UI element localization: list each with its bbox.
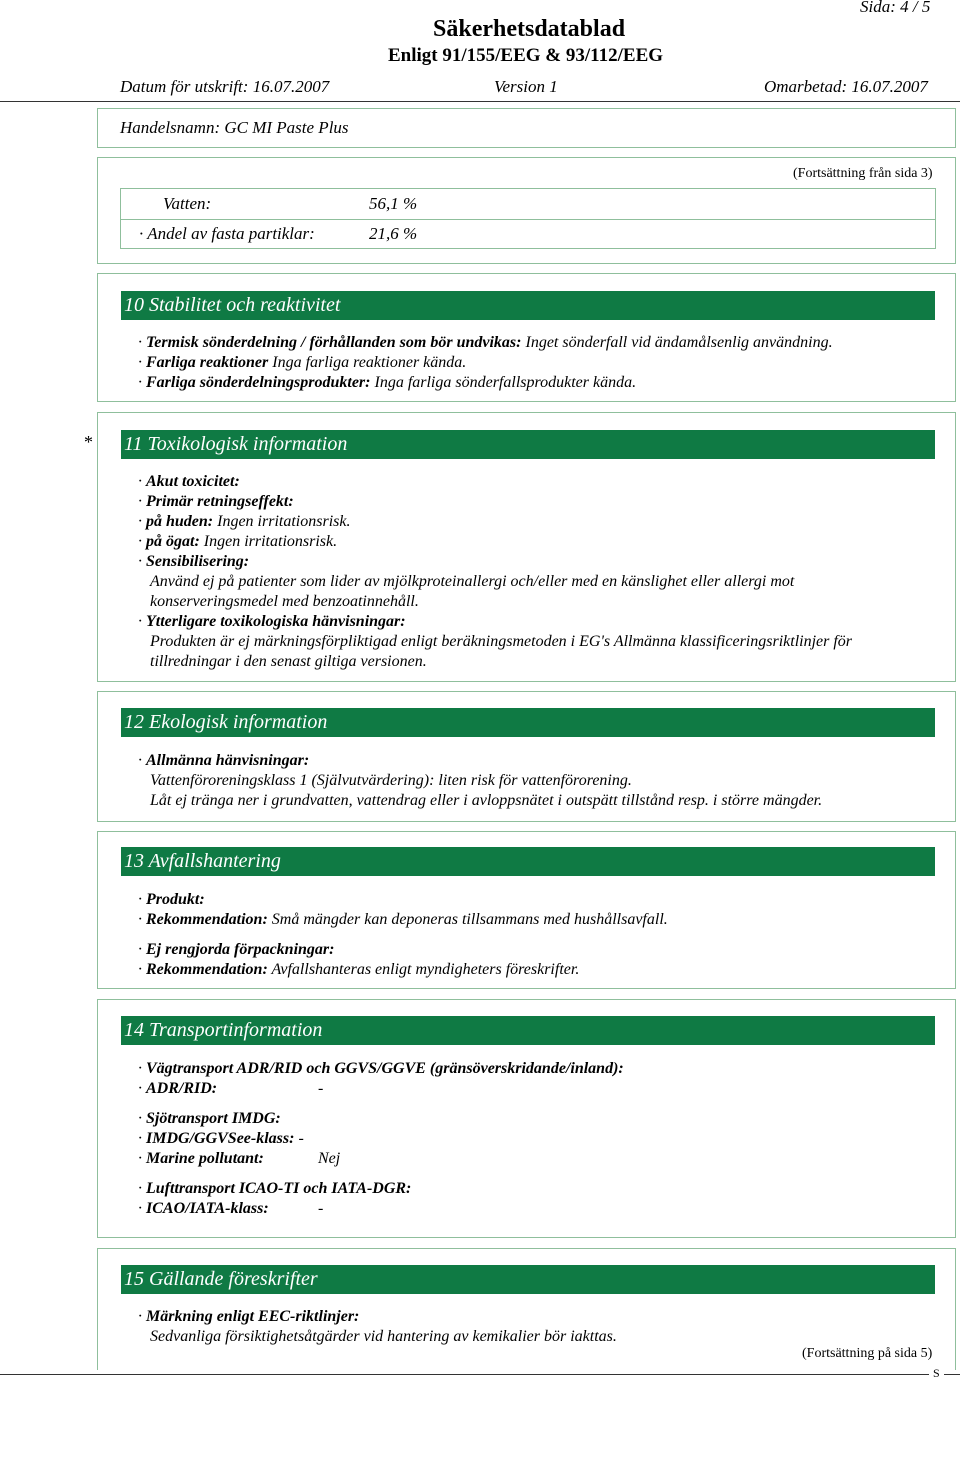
further-label: Ytterligare toxikologiska hänvisningar:	[146, 613, 406, 630]
properties-row-divider	[121, 219, 935, 220]
decomposition-label: Farliga sönderdelningsprodukter:	[146, 374, 371, 391]
product-recommendation: · Rekommendation: Små mängder kan deponeras tillsammans med hushållsavfall.	[138, 911, 668, 928]
eec-labelling: · Märkning enligt EEC-riktlinjer:	[138, 1308, 360, 1325]
revision-marker: *	[84, 432, 93, 452]
footer-rule-end	[944, 1374, 960, 1375]
thermal-text: Inget sönderfall vid ändamålsenlig användning.	[521, 334, 833, 351]
header-divider	[0, 101, 960, 102]
thermal-label: Termisk sönderdelning / förhållanden som bör undvikas:	[146, 334, 522, 351]
section-13-title: 13 Avfallshantering	[121, 847, 935, 876]
icao-class: · ICAO/IATA-klass:	[138, 1200, 269, 1217]
ecology-text-1: Vattenföroreningsklass 1 (Självutvärdering): liten risk för vattenförorening.	[150, 772, 632, 789]
imdg-label: IMDG/GGVSee-klass:	[146, 1130, 295, 1147]
properties-table	[120, 188, 936, 249]
packaging-recommendation-text: Avfallshanteras enligt myndigheters föreskrifter.	[267, 961, 580, 978]
acute-toxicity: · Akut toxicitet:	[138, 473, 240, 490]
eec-text: Sedvanliga försiktighetsåtgärder vid hantering av kemikalier bör iakttas.	[150, 1328, 617, 1345]
primary-effect: · Primär retningseffekt:	[138, 493, 294, 510]
adr-rid: · ADR/RID:	[138, 1080, 218, 1097]
packaging-recommendation: · Rekommendation: Avfallshanteras enligt myndigheters föreskrifter.	[138, 961, 580, 978]
on-eye: · på ögat: Ingen irritationsrisk.	[138, 533, 338, 550]
section-11-title: 11 Toxikologisk information	[121, 430, 935, 459]
marine-label: Marine pollutant:	[146, 1150, 264, 1167]
product-label: Produkt:	[146, 891, 205, 908]
icao-value: -	[318, 1200, 324, 1217]
continued-to: (Fortsättning på sida 5)	[802, 1346, 933, 1361]
version-label: Version 1	[494, 77, 558, 96]
sea-label: Sjötransport IMDG:	[146, 1110, 281, 1127]
trade-name-box	[97, 108, 956, 148]
general-notes: · Allmänna hänvisningar:	[138, 752, 310, 769]
product: · Produkt:	[138, 891, 205, 908]
sensitization-label: Sensibilisering:	[146, 553, 250, 570]
skin-label: på huden:	[146, 513, 214, 530]
further-toxicology: · Ytterligare toxikologiska hänvisningar:	[138, 613, 406, 630]
road-transport: · Vägtransport ADR/RID och GGVS/GGVE (gränsöverskridande/inland):	[138, 1060, 624, 1077]
print-date: Datum för utskrift: 16.07.2007	[120, 77, 330, 96]
solids-label: · Andel av fasta partiklar:	[139, 224, 315, 243]
trade-name: Handelsnamn: GC MI Paste Plus	[120, 118, 349, 137]
reactions-text: Inga farliga reaktioner kända.	[268, 354, 467, 371]
decomposition-text: Inga farliga sönderfallsprodukter kända.	[370, 374, 637, 391]
icao-label: ICAO/IATA-klass:	[146, 1200, 269, 1217]
further-text-1: Produkten är ej märkningsförpliktigad enligt beräkningsmetoden i EG's Allmänna klassificeringsriktlinjer för	[150, 633, 853, 650]
reactions-label: Farliga reaktioner	[146, 354, 269, 371]
recommendation-text: Små mängder kan deponeras tillsammans med hushållsavfall.	[267, 911, 668, 928]
revised-date: Omarbetad: 16.07.2007	[764, 77, 928, 96]
adr-value: -	[318, 1080, 324, 1097]
marine-pollutant: · Marine pollutant:	[138, 1150, 264, 1167]
continued-from: (Fortsättning från sida 3)	[793, 166, 933, 181]
document-subtitle: Enligt 91/155/EEG & 93/112/EEG	[388, 45, 664, 66]
section-12-title: 12 Ekologisk information	[121, 708, 935, 737]
sensitization-text-1: Använd ej på patienter som lider av mjölkproteinallergi och/eller med en känslighet eller allergi mot	[150, 573, 795, 590]
uncleaned-packaging: · Ej rengjorda förpackningar:	[138, 941, 335, 958]
general-label: Allmänna hänvisningar:	[146, 752, 310, 769]
section-10-title: 10 Stabilitet och reaktivitet	[121, 291, 935, 320]
eye-text: Ingen irritationsrisk.	[199, 533, 338, 550]
air-label: Lufttransport ICAO-TI och IATA-DGR:	[146, 1180, 412, 1197]
marine-value: Nej	[318, 1150, 341, 1167]
imdg-class: · IMDG/GGVSee-klass: -	[138, 1130, 304, 1147]
packaging-recommendation-label: Rekommendation:	[146, 961, 268, 978]
dangerous-reactions: · Farliga reaktioner Inga farliga reaktioner kända.	[138, 354, 467, 371]
page-number: Sida: 4 / 5	[860, 0, 931, 16]
footer-code: S	[933, 1366, 940, 1380]
section-14-title: 14 Transportinformation	[121, 1016, 935, 1045]
properties-box	[97, 157, 956, 264]
footer-rule	[0, 1374, 929, 1375]
acute-label: Akut toxicitet:	[146, 473, 240, 490]
section-15-title: 15 Gällande föreskrifter	[121, 1265, 935, 1294]
ecology-text-2: Låt ej tränga ner i grundvatten, vattendrag eller i avloppsnätet i outspätt tillstånd resp. i större mängder.	[150, 792, 823, 809]
on-skin: · på huden: Ingen irritationsrisk.	[138, 513, 351, 530]
eec-label: Märkning enligt EEC-riktlinjer:	[146, 1308, 360, 1325]
packaging-label: Ej rengjorda förpackningar:	[146, 941, 335, 958]
further-text-2: tillredningar i den senast giltiga versionen.	[150, 653, 427, 670]
road-label: Vägtransport ADR/RID och GGVS/GGVE (gränsöverskridande/inland):	[146, 1060, 624, 1077]
air-transport: · Lufttransport ICAO-TI och IATA-DGR:	[138, 1180, 412, 1197]
sensitization: · Sensibilisering:	[138, 553, 250, 570]
document-title: Säkerhetsdatablad	[433, 16, 626, 42]
adr-label: ADR/RID:	[146, 1080, 218, 1097]
water-value: 56,1 %	[369, 194, 418, 213]
skin-text: Ingen irritationsrisk.	[213, 513, 351, 530]
solids-value: 21,6 %	[369, 224, 418, 243]
decomposition-products: · Farliga sönderdelningsprodukter: Inga farliga sönderfallsprodukter kända.	[138, 374, 637, 391]
sensitization-text-2: konserveringsmedel med benzoatinnehåll.	[150, 593, 419, 610]
thermal-decomposition: · Termisk sönderdelning / förhållanden som bör undvikas: Inget sönderfall vid ändamålsenlig användning.	[138, 334, 833, 351]
recommendation-label: Rekommendation:	[146, 911, 268, 928]
water-label: Vatten:	[163, 194, 212, 213]
eye-label: på ögat:	[146, 533, 200, 550]
sea-transport: · Sjötransport IMDG:	[138, 1110, 281, 1127]
primary-label: Primär retningseffekt:	[146, 493, 294, 510]
imdg-value: -	[294, 1130, 304, 1147]
